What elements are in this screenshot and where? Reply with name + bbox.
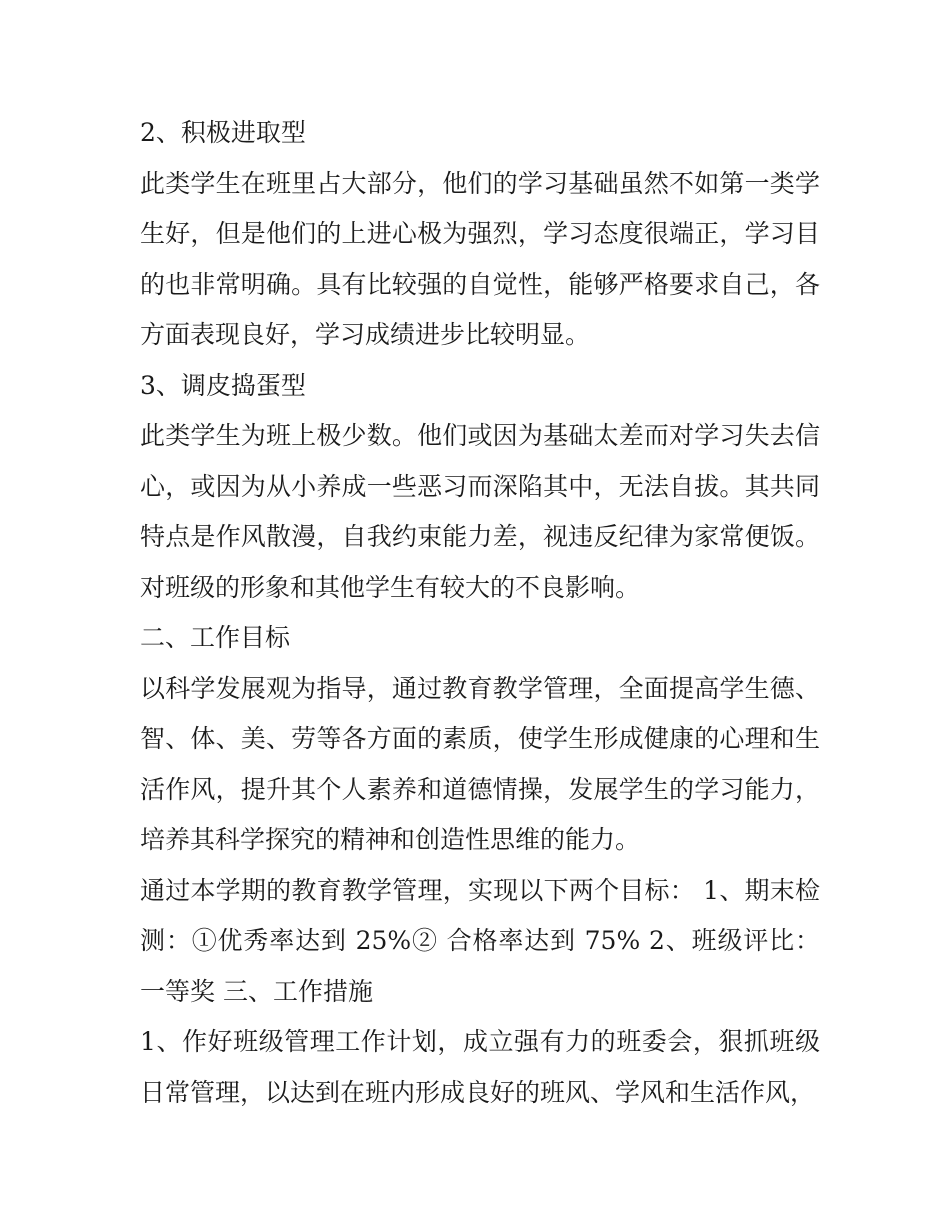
paragraph-naughty-type: 此类学生为班上极少数。他们或因为基础太差而对学习失去信心，或因为从小养成一些恶习而深陷其中，无法自拔。其共同特点是作风散漫，自我约束能力差，视违反纪律为家常便饭。对班级的形象和其他学生有较大的不良影响。	[140, 421, 820, 602]
heading-naughty-type: 3、调皮捣蛋型	[140, 370, 306, 400]
heading-active-type: 2、积极进取型	[140, 118, 306, 147]
paragraph-work-goals: 以科学发展观为指导，通过教育教学管理，全面提高学生德、智、体、美、劳等各方面的素质，使学生形成健康的心理和生活作风，提升其个人素养和道德情操，发展学生的学习能力，培养其科学探究的精神和创造性思维的能力。	[140, 673, 820, 854]
paragraph-measure-1: 1、作好班级管理工作计划，成立强有力的班委会，狠抓班级日常管理，以达到在班内形成良好的班风、学风和生活作风，	[140, 1027, 820, 1107]
document-body	[140, 108, 820, 1118]
heading-work-goals: 二、工作目标	[140, 623, 291, 652]
paragraph-active-type: 此类学生在班里占大部分，他们的学习基础虽然不如第一类学生好，但是他们的上进心极为强烈，学习态度很端正，学习目的也非常明确。具有比较强的自觉性，能够严格要求自己，各方面表现良好，学习成绩进步比较明显。	[140, 168, 820, 349]
paragraph-targets: 通过本学期的教育教学管理，实现以下两个目标： 1、期末检测：①优秀率达到 25%② 合格率达到 75% 2、班级评比：一等奖 三、工作措施	[140, 875, 820, 1006]
